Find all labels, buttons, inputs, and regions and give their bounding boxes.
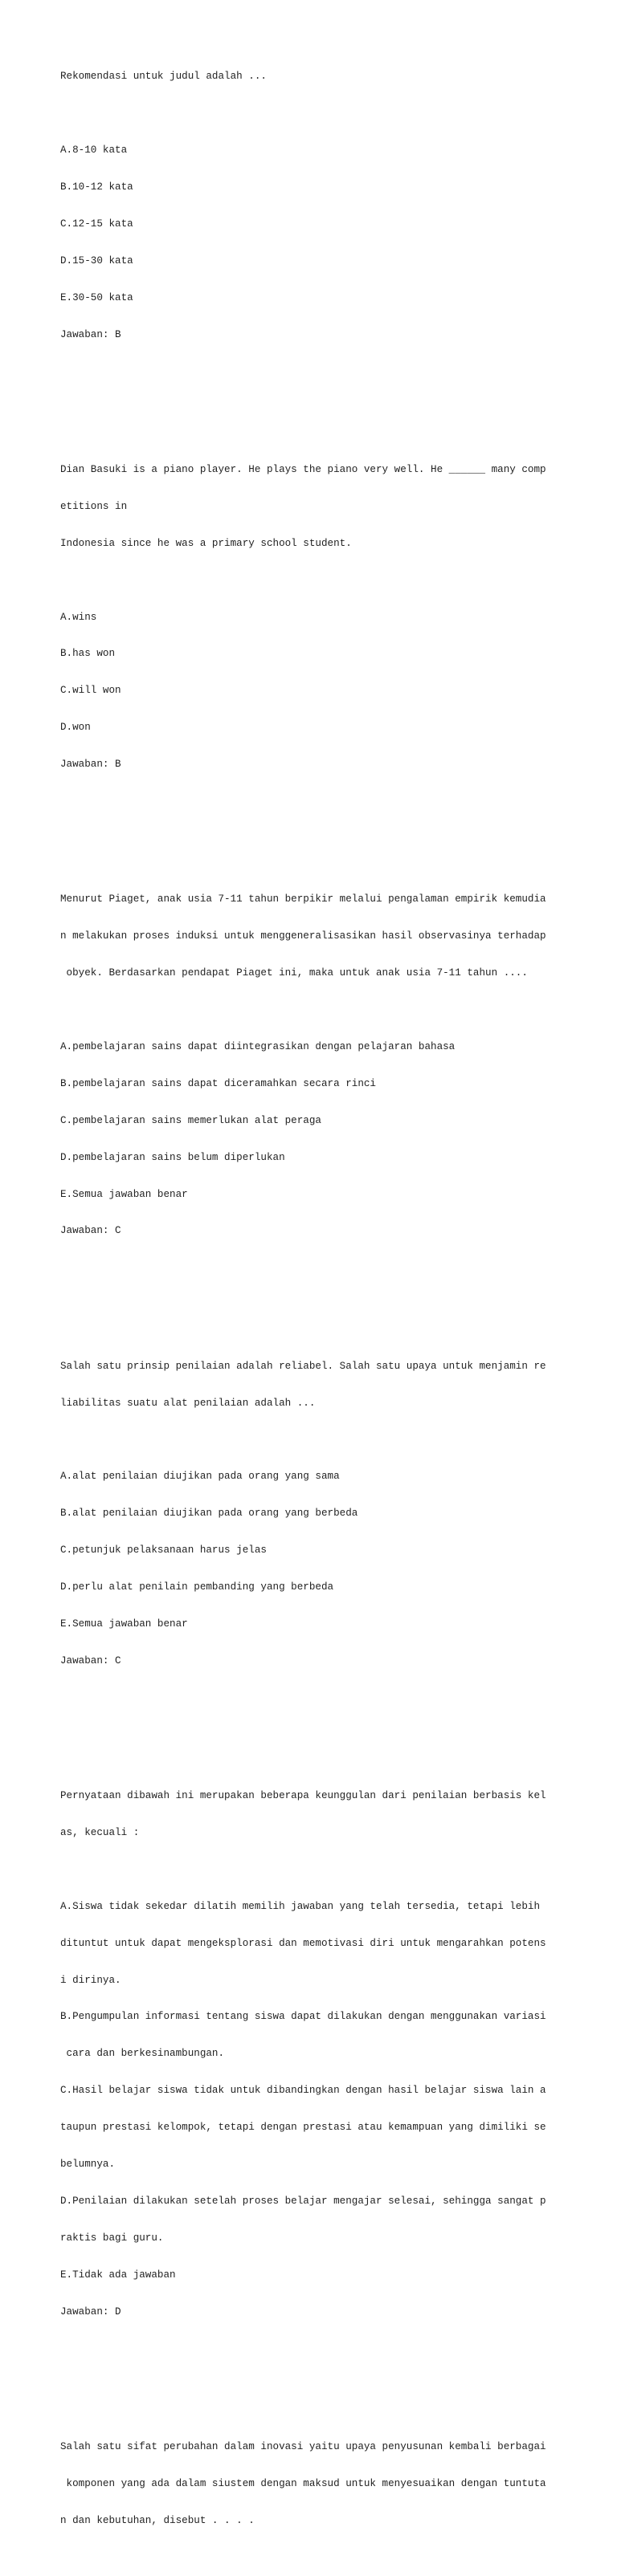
blank-line — [60, 1004, 607, 1016]
question-6 — [60, 2416, 607, 2551]
option-line: C.Hasil belajar siswa tidak untuk dibandingkan dengan hasil belajar siswa lain a — [60, 2085, 546, 2097]
option-line: D.pembelajaran sains belum diperlukan — [60, 1151, 285, 1163]
answer-line: Jawaban: C — [60, 1225, 121, 1237]
option-line: D.Penilaian dilakukan setelah proses belajar mengajar selesai, sehingga sangat p — [60, 2195, 546, 2207]
blank-line — [60, 1692, 607, 1704]
option-line: belumnya. — [60, 2158, 116, 2170]
question-stem-line: komponen yang ada dalam siustem dengan maksud untuk menyesuaikan dengan tuntuta — [60, 2477, 546, 2489]
answer-line: Jawaban: D — [60, 2305, 121, 2318]
option-line: C.will won — [60, 685, 121, 697]
answer-line: Jawaban: B — [60, 759, 121, 771]
option-line: D.15-30 kata — [60, 254, 133, 267]
option-line: B.has won — [60, 648, 116, 660]
blank-line — [60, 2342, 607, 2354]
question-stem-line: Pernyataan dibawah ini merupakan beberapa keunggulan dari penilaian berbasis kel — [60, 1790, 546, 1802]
option-line: E.Semua jawaban benar — [60, 1188, 188, 1200]
blank-line — [60, 1262, 607, 1274]
question-stem-line: n dan kebutuhan, disebut . . . . — [60, 2514, 255, 2526]
question-3 — [60, 869, 607, 1299]
blank-line — [60, 1434, 607, 1446]
question-1 — [60, 47, 607, 403]
option-line: B.Pengumpulan informasi tentang siswa dapat dilakukan dengan menggunakan variasi — [60, 2011, 546, 2023]
option-line: D.won — [60, 722, 91, 734]
question-stem-line: liabilitas suatu alat penilaian adalah ... — [60, 1397, 316, 1409]
option-line: E.30-50 kata — [60, 291, 133, 303]
option-line: taupun prestasi kelompok, tetapi dengan prestasi atau kemampuan yang dimiliki se — [60, 2122, 546, 2134]
question-stem-line: Dian Basuki is a piano player. He plays the piano very well. He ______ many comp — [60, 463, 546, 475]
question-stem-line: Salah satu sifat perubahan dalam inovasi yaitu upaya penyusunan kembali berbagai — [60, 2440, 546, 2452]
option-line: dituntut untuk dapat mengeksplorasi dan memotivasi diri untuk mengarahkan potens — [60, 1937, 546, 1949]
question-2 — [60, 439, 607, 832]
option-line: D.perlu alat penilain pembanding yang berbeda — [60, 1581, 334, 1593]
blank-line — [60, 366, 607, 378]
option-line: A.alat penilaian diujikan pada orang yang sama — [60, 1471, 340, 1483]
question-5 — [60, 1765, 607, 2379]
answer-line: Jawaban: C — [60, 1654, 121, 1666]
blank-line — [60, 1864, 607, 1876]
question-4 — [60, 1336, 607, 1729]
question-stem-line: Indonesia since he was a primary school student. — [60, 537, 352, 549]
option-line: E.Semua jawaban benar — [60, 1618, 188, 1630]
option-line: B.10-12 kata — [60, 181, 133, 193]
option-line: A.8-10 kata — [60, 144, 128, 157]
option-line: C.petunjuk pelaksanaan harus jelas — [60, 1544, 267, 1557]
question-stem-line: obyek. Berdasarkan pendapat Piaget ini, maka untuk anak usia 7-11 tahun .... — [60, 967, 528, 979]
question-stem-line: Menurut Piaget, anak usia 7-11 tahun berpikir melalui pengalaman empirik kemudia — [60, 893, 546, 905]
option-line: A.wins — [60, 611, 97, 623]
question-stem-line: Rekomendasi untuk judul adalah ... — [60, 71, 267, 83]
option-line: i dirinya. — [60, 1974, 121, 1986]
option-line: A.pembelajaran sains dapat diintegrasikan dengan pelajaran bahasa — [60, 1040, 456, 1052]
option-line: B.pembelajaran sains dapat diceramahkan secara rinci — [60, 1077, 376, 1089]
option-line: raktis bagi guru. — [60, 2232, 164, 2244]
question-stem-line: as, kecuali : — [60, 1826, 140, 1838]
option-line: A.Siswa tidak sekedar dilatih memilih jawaban yang telah tersedia, tetapi lebih — [60, 1900, 541, 1912]
option-line: E.Tidak ada jawaban — [60, 2269, 176, 2281]
blank-line — [60, 796, 607, 808]
option-line: B.alat penilaian diujikan pada orang yang berbeda — [60, 1508, 358, 1520]
blank-line — [60, 575, 607, 587]
document-page — [60, 10, 607, 2576]
question-stem-line: n melakukan proses induksi untuk menggeneralisasikan hasil observasinya terhadap — [60, 930, 546, 942]
option-line: cara dan berkesinambungan. — [60, 2048, 225, 2060]
option-line: C.12-15 kata — [60, 218, 133, 230]
option-line: C.pembelajaran sains memerlukan alat peraga — [60, 1114, 321, 1126]
answer-line: Jawaban: B — [60, 328, 121, 340]
question-stem-line: Salah satu prinsip penilaian adalah reliabel. Salah satu upaya untuk menjamin re — [60, 1360, 546, 1372]
question-stem-line: etitions in — [60, 500, 128, 512]
blank-line — [60, 108, 607, 120]
